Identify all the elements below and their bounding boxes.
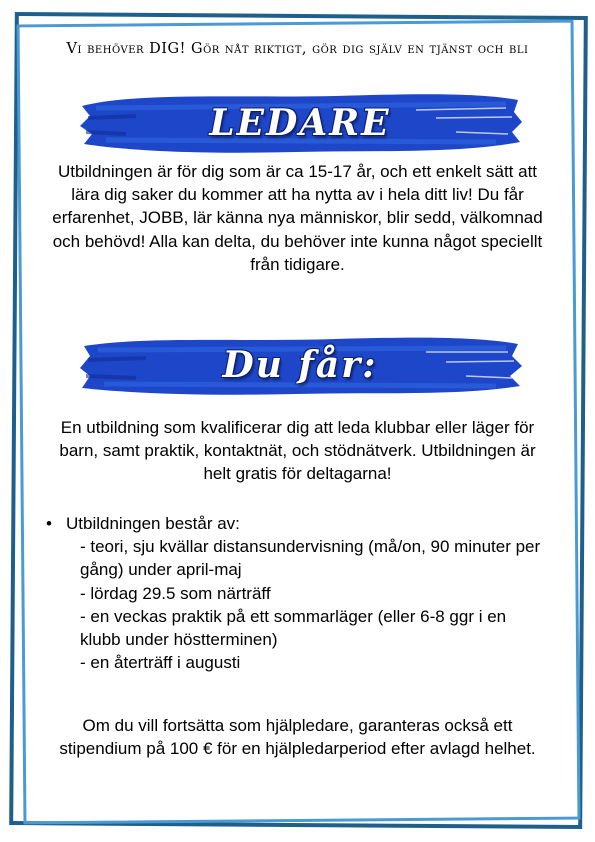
bullet-icon: • — [46, 514, 52, 533]
closing-paragraph: Om du vill fortsätta som hjälpledare, garanteras också ett stipendium på 100 € för en hjälpledarperiod efter avlagd helhet. — [59, 716, 536, 759]
list-item: - en veckas praktik på ett sommarläger (eller 6-8 ggr i en klubb under höstterminen) — [80, 606, 507, 650]
du-far-heading: Du får: — [222, 344, 378, 386]
du-far-banner — [76, 330, 524, 400]
benefits-paragraph: En utbildning som kvalificerar dig att leda klubbar eller läger för barn, samt praktik, kontaktnät, och stödnätverk. Utbildningen är helt gratis för deltagarna! — [59, 418, 536, 484]
program-heading-row — [46, 512, 551, 535]
program-list — [46, 512, 551, 674]
intro-paragraph: Utbildningen är för dig som är ca 15-17 år, och ett enkelt sätt att lära dig saker du kommer att ha nytta av i hela ditt liv! Du får erfarenhet, JOBB, lär känna nya människor, blir sedd, välkomnad och behövd! Alla kan delta, du behöver inte kunna något speciellt från tidigare. — [52, 162, 543, 274]
program-items — [46, 535, 551, 674]
program-heading: Utbildningen består av: — [66, 514, 240, 533]
list-item: - en återträff i augusti — [80, 653, 241, 673]
ledare-banner — [76, 88, 524, 158]
list-item: - teori, sju kvällar distansundervisning (må/on, 90 minuter per gång) under april-maj — [80, 537, 541, 580]
tagline: Vi behöver DIG! Gör nåt riktigt, gör dig själv en tjänst och bli — [66, 41, 529, 57]
ledare-heading: LEDARE — [209, 102, 391, 144]
list-item: - lördag 29.5 som närträff — [80, 583, 271, 603]
